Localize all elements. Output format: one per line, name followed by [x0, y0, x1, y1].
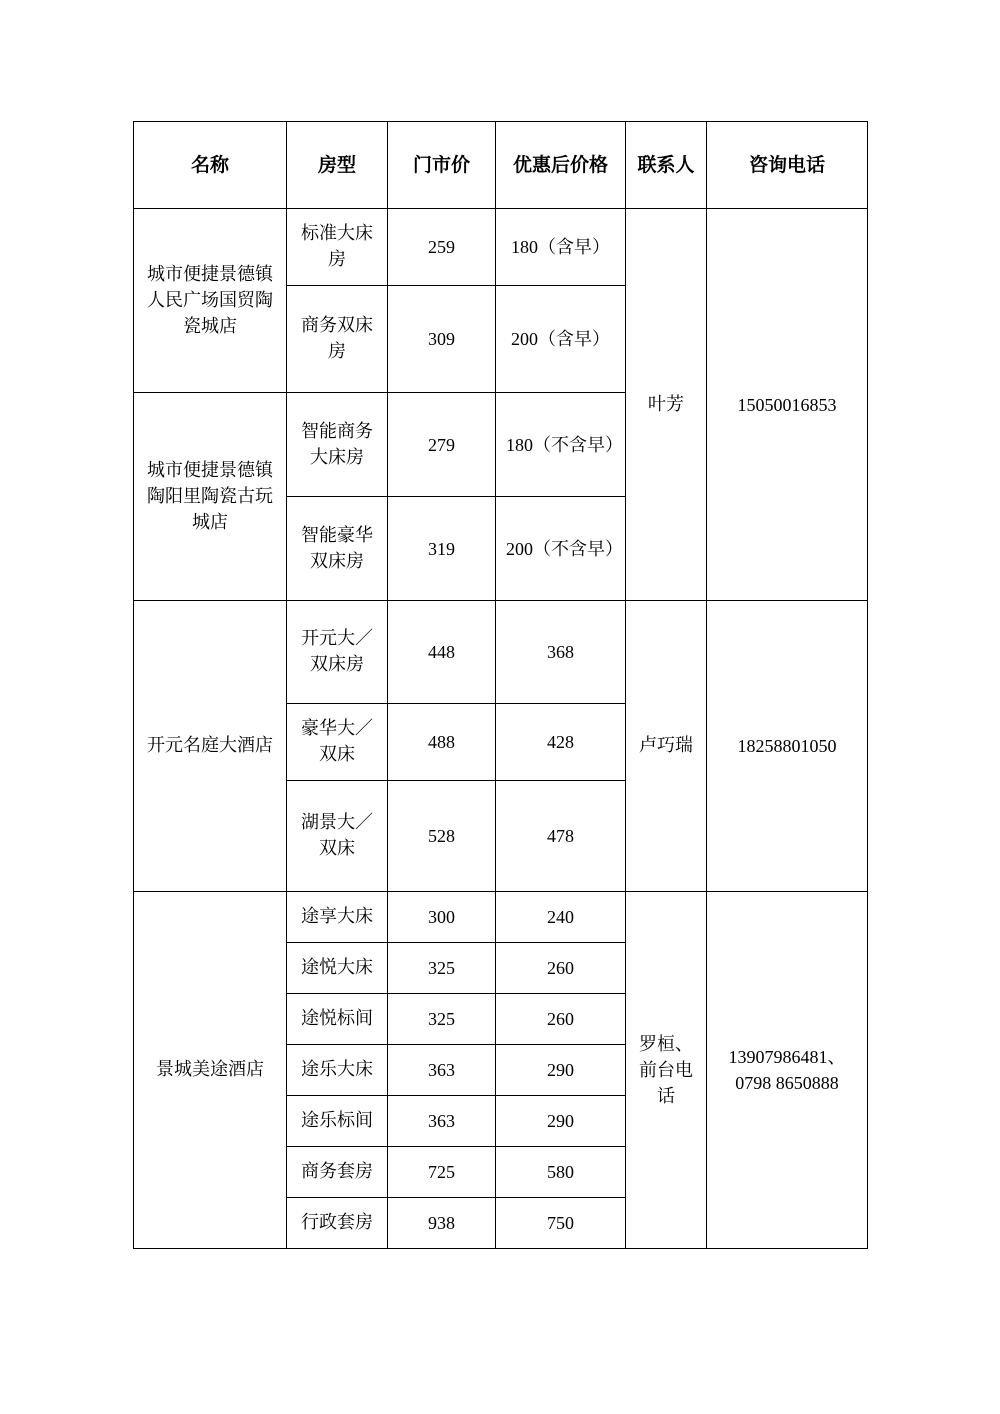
list-price: 259: [388, 209, 496, 286]
list-price: 325: [388, 943, 496, 994]
discount-price: 580: [496, 1147, 626, 1198]
room-type: 开元大／双床房: [287, 601, 388, 704]
list-price: 938: [388, 1198, 496, 1249]
room-type: 智能豪华双床房: [287, 497, 388, 601]
room-type: 标准大床房: [287, 209, 388, 286]
room-type: 湖景大／双床: [287, 781, 388, 892]
discount-price: 180（不含早）: [496, 393, 626, 497]
contact-phone: [707, 209, 868, 601]
contact-name: 罗桓、前台电话: [626, 892, 707, 1249]
discount-price: 260: [496, 994, 626, 1045]
contact-name: 叶芳: [626, 209, 707, 601]
hotel-price-table: [133, 121, 868, 1249]
table-row: [134, 601, 868, 704]
list-price: 309: [388, 286, 496, 393]
room-type: 行政套房: [287, 1198, 388, 1249]
phone-line: 13907986481、: [728, 1047, 846, 1067]
list-price: 279: [388, 393, 496, 497]
list-price: 363: [388, 1096, 496, 1147]
discount-price: 478: [496, 781, 626, 892]
discount-price: 750: [496, 1198, 626, 1249]
contact-name: 卢巧瑞: [626, 601, 707, 892]
phone-line: 0798 8650888: [735, 1073, 839, 1093]
list-price: 448: [388, 601, 496, 704]
hotel-name: 城市便捷景德镇人民广场国贸陶瓷城店: [134, 209, 287, 393]
table-row: [134, 892, 868, 943]
discount-price: 200（不含早）: [496, 497, 626, 601]
room-type: 途乐大床: [287, 1045, 388, 1096]
room-type: 豪华大／双床: [287, 704, 388, 781]
list-price: 488: [388, 704, 496, 781]
list-price: 528: [388, 781, 496, 892]
list-price: 725: [388, 1147, 496, 1198]
room-type: 商务双床房: [287, 286, 388, 393]
contact-phone: [707, 601, 868, 892]
list-price: 319: [388, 497, 496, 601]
room-type: 途悦大床: [287, 943, 388, 994]
header-row: [134, 122, 868, 209]
discount-price: 180（含早）: [496, 209, 626, 286]
header-phone: 咨询电话: [707, 122, 868, 209]
header-contact: 联系人: [626, 122, 707, 209]
list-price: 363: [388, 1045, 496, 1096]
discount-price: 290: [496, 1096, 626, 1147]
header-room-type: 房型: [287, 122, 388, 209]
header-list-price: 门市价: [388, 122, 496, 209]
room-type: 途悦标间: [287, 994, 388, 1045]
list-price: 325: [388, 994, 496, 1045]
contact-phone: [707, 892, 868, 1249]
table-row: [134, 209, 868, 286]
room-type: 途乐标间: [287, 1096, 388, 1147]
header-discount-price: 优惠后价格: [496, 122, 626, 209]
room-type: 商务套房: [287, 1147, 388, 1198]
discount-price: 240: [496, 892, 626, 943]
phone-line: 18258801050: [737, 736, 837, 756]
room-type: 智能商务大床房: [287, 393, 388, 497]
hotel-name: 开元名庭大酒店: [134, 601, 287, 892]
phone-line: 15050016853: [737, 394, 837, 415]
discount-price: 368: [496, 601, 626, 704]
discount-price: 200（含早）: [496, 286, 626, 393]
hotel-name: 城市便捷景德镇陶阳里陶瓷古玩城店: [134, 393, 287, 601]
room-type: 途享大床: [287, 892, 388, 943]
hotel-name: 景城美途酒店: [134, 892, 287, 1249]
discount-price: 260: [496, 943, 626, 994]
header-name: 名称: [134, 122, 287, 209]
discount-price: 290: [496, 1045, 626, 1096]
list-price: 300: [388, 892, 496, 943]
discount-price: 428: [496, 704, 626, 781]
